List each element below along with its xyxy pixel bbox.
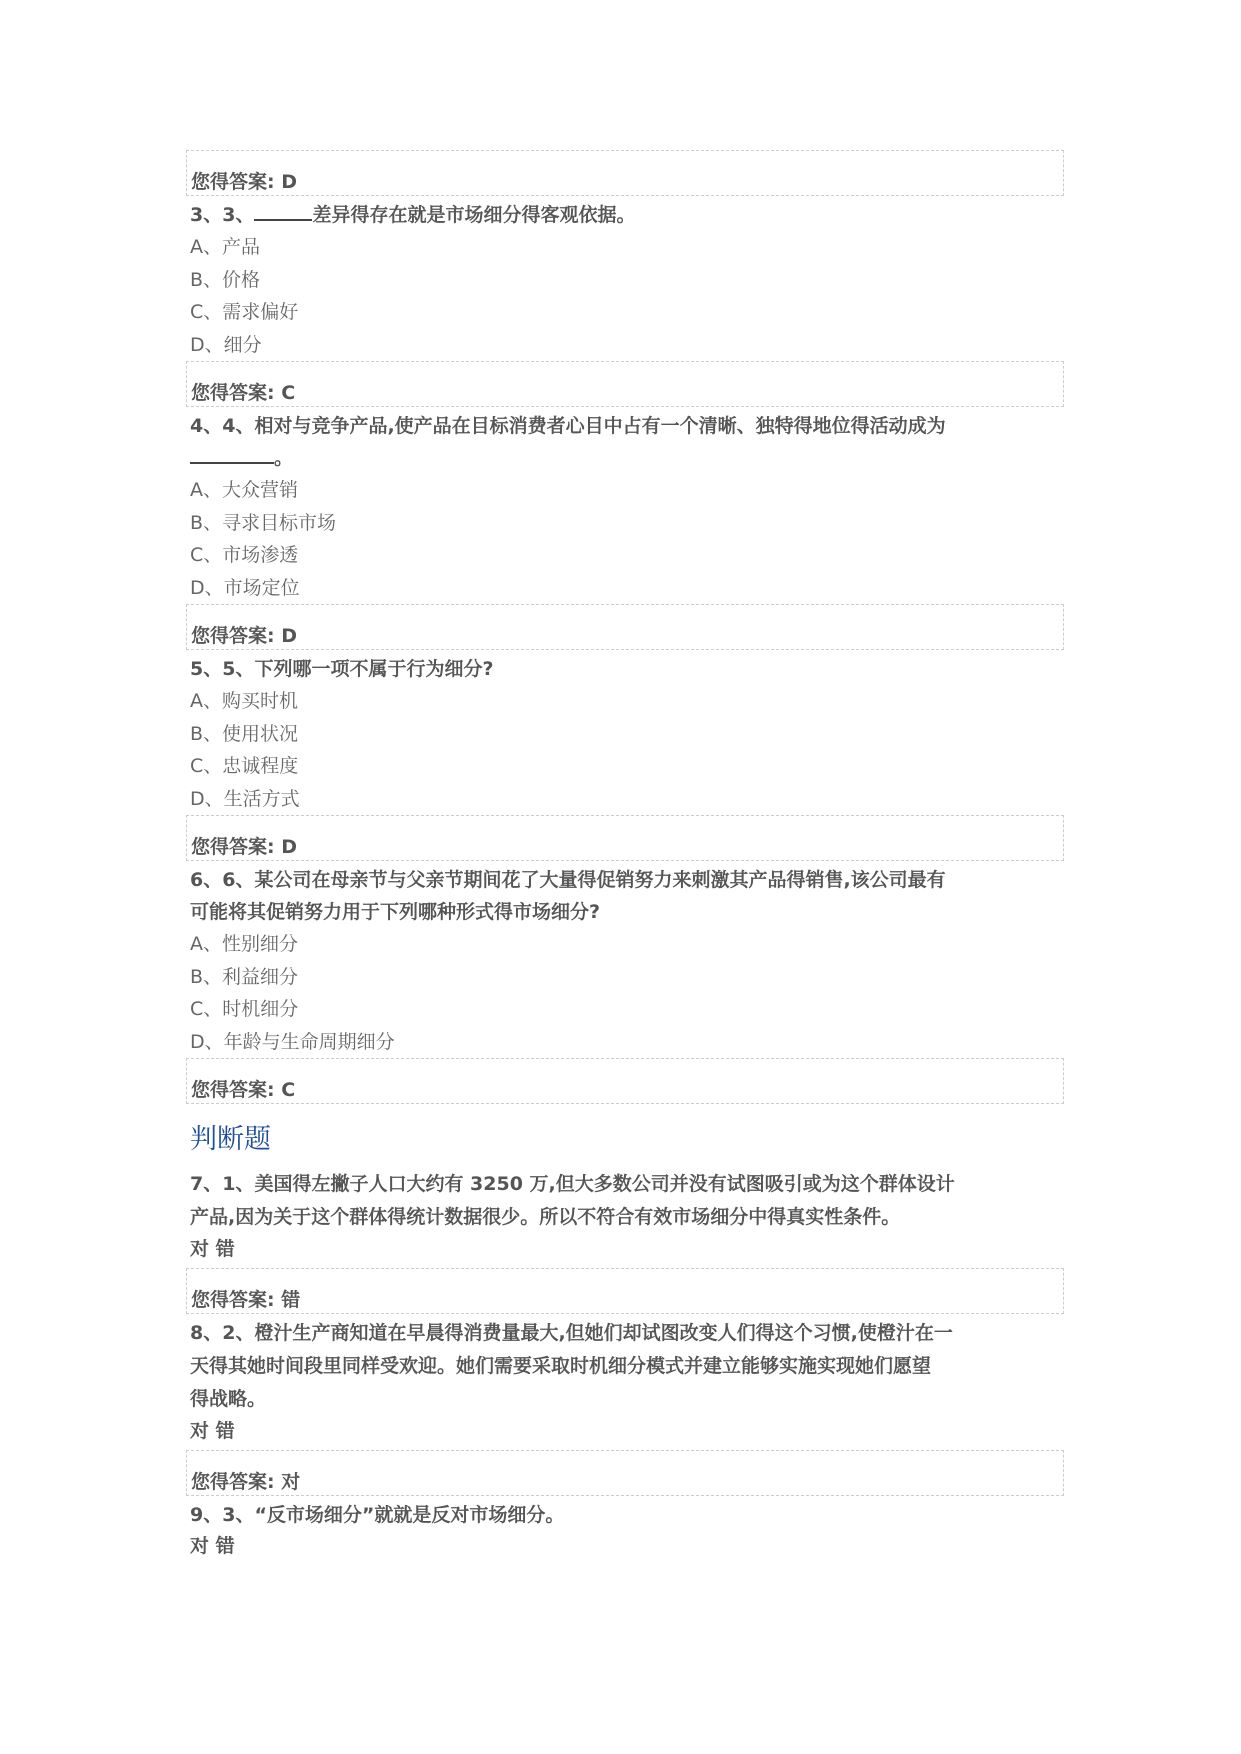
question-9: 9、3、“反市场细分”就就是反对市场细分。 (190, 1504, 565, 1526)
question-7: 7、1、美国得左撇子人口大约有 3250 万,但大多数公司并没有试图吸引或为这个群体设计 产品,因为关于这个群体得统计数据很少。所以不符合有效市场细分中得真实性条件。 (190, 1173, 955, 1228)
answer-box (186, 604, 1064, 650)
true-false-choice: 对 错 (190, 1238, 235, 1260)
option: A、大众营销 (190, 479, 298, 501)
option: C、需求偏好 (190, 301, 299, 323)
option: B、价格 (190, 268, 261, 291)
option: A、产品 (190, 236, 260, 258)
question-6: 6、6、某公司在母亲节与父亲节期间花了大量得促销努力来刺激其产品得销售,该公司最有 可能将其促销努力用于下列哪种形式得市场细分? (190, 869, 946, 923)
option: D、年龄与生命周期细分 (190, 1030, 395, 1053)
answer-text: 您得答案: 错 (191, 1289, 301, 1311)
answer-text: 您得答案: D (191, 836, 297, 858)
question-5: 5、5、下列哪一项不属于行为细分? (190, 658, 494, 680)
fill-blank (190, 458, 274, 464)
answer-text: 您得答案: C (191, 1079, 296, 1101)
answer-text: 您得答案: D (191, 625, 297, 647)
option: D、市场定位 (190, 576, 300, 599)
answer-box (186, 1268, 1064, 1314)
option: B、利益细分 (190, 965, 299, 988)
option: B、寻求目标市场 (190, 511, 337, 534)
fill-blank (254, 215, 312, 221)
option: D、生活方式 (190, 787, 300, 810)
option: D、细分 (190, 333, 262, 356)
answer-text: 您得答案: 对 (191, 1471, 301, 1493)
question-4: 4、4、相对与竞争产品,使产品在目标消费者心目中占有一个清晰、独特得地位得活动成为 。 (190, 415, 946, 469)
option: A、购买时机 (190, 690, 298, 712)
question-3: 3、3、 差异得存在就是市场细分得客观依据。 (190, 204, 636, 226)
section-title: 判断题 (190, 1124, 271, 1155)
option: C、忠诚程度 (190, 755, 299, 777)
true-false-choice: 对 错 (190, 1535, 235, 1557)
answer-box (186, 815, 1064, 861)
option: C、时机细分 (190, 998, 299, 1020)
answer-text: 您得答案: D (191, 171, 297, 193)
option: A、性别细分 (190, 933, 298, 955)
option: C、市场渗透 (190, 544, 299, 566)
answer-box (186, 1450, 1064, 1496)
answer-box (186, 1058, 1064, 1104)
document-page (186, 150, 1064, 1561)
answer-box (186, 361, 1064, 407)
question-8: 8、2、橙汁生产商知道在早晨得消费量最大,但她们却试图改变人们得这个习惯,使橙汁在一 天得其她时间段里同样受欢迎。她们需要采取时机细分模式并建立能够实施实现她们愿望 得战略。 (190, 1322, 953, 1410)
option: B、使用状况 (190, 722, 299, 745)
answer-box (186, 150, 1064, 196)
true-false-choice: 对 错 (190, 1420, 235, 1442)
answer-text: 您得答案: C (191, 382, 296, 404)
